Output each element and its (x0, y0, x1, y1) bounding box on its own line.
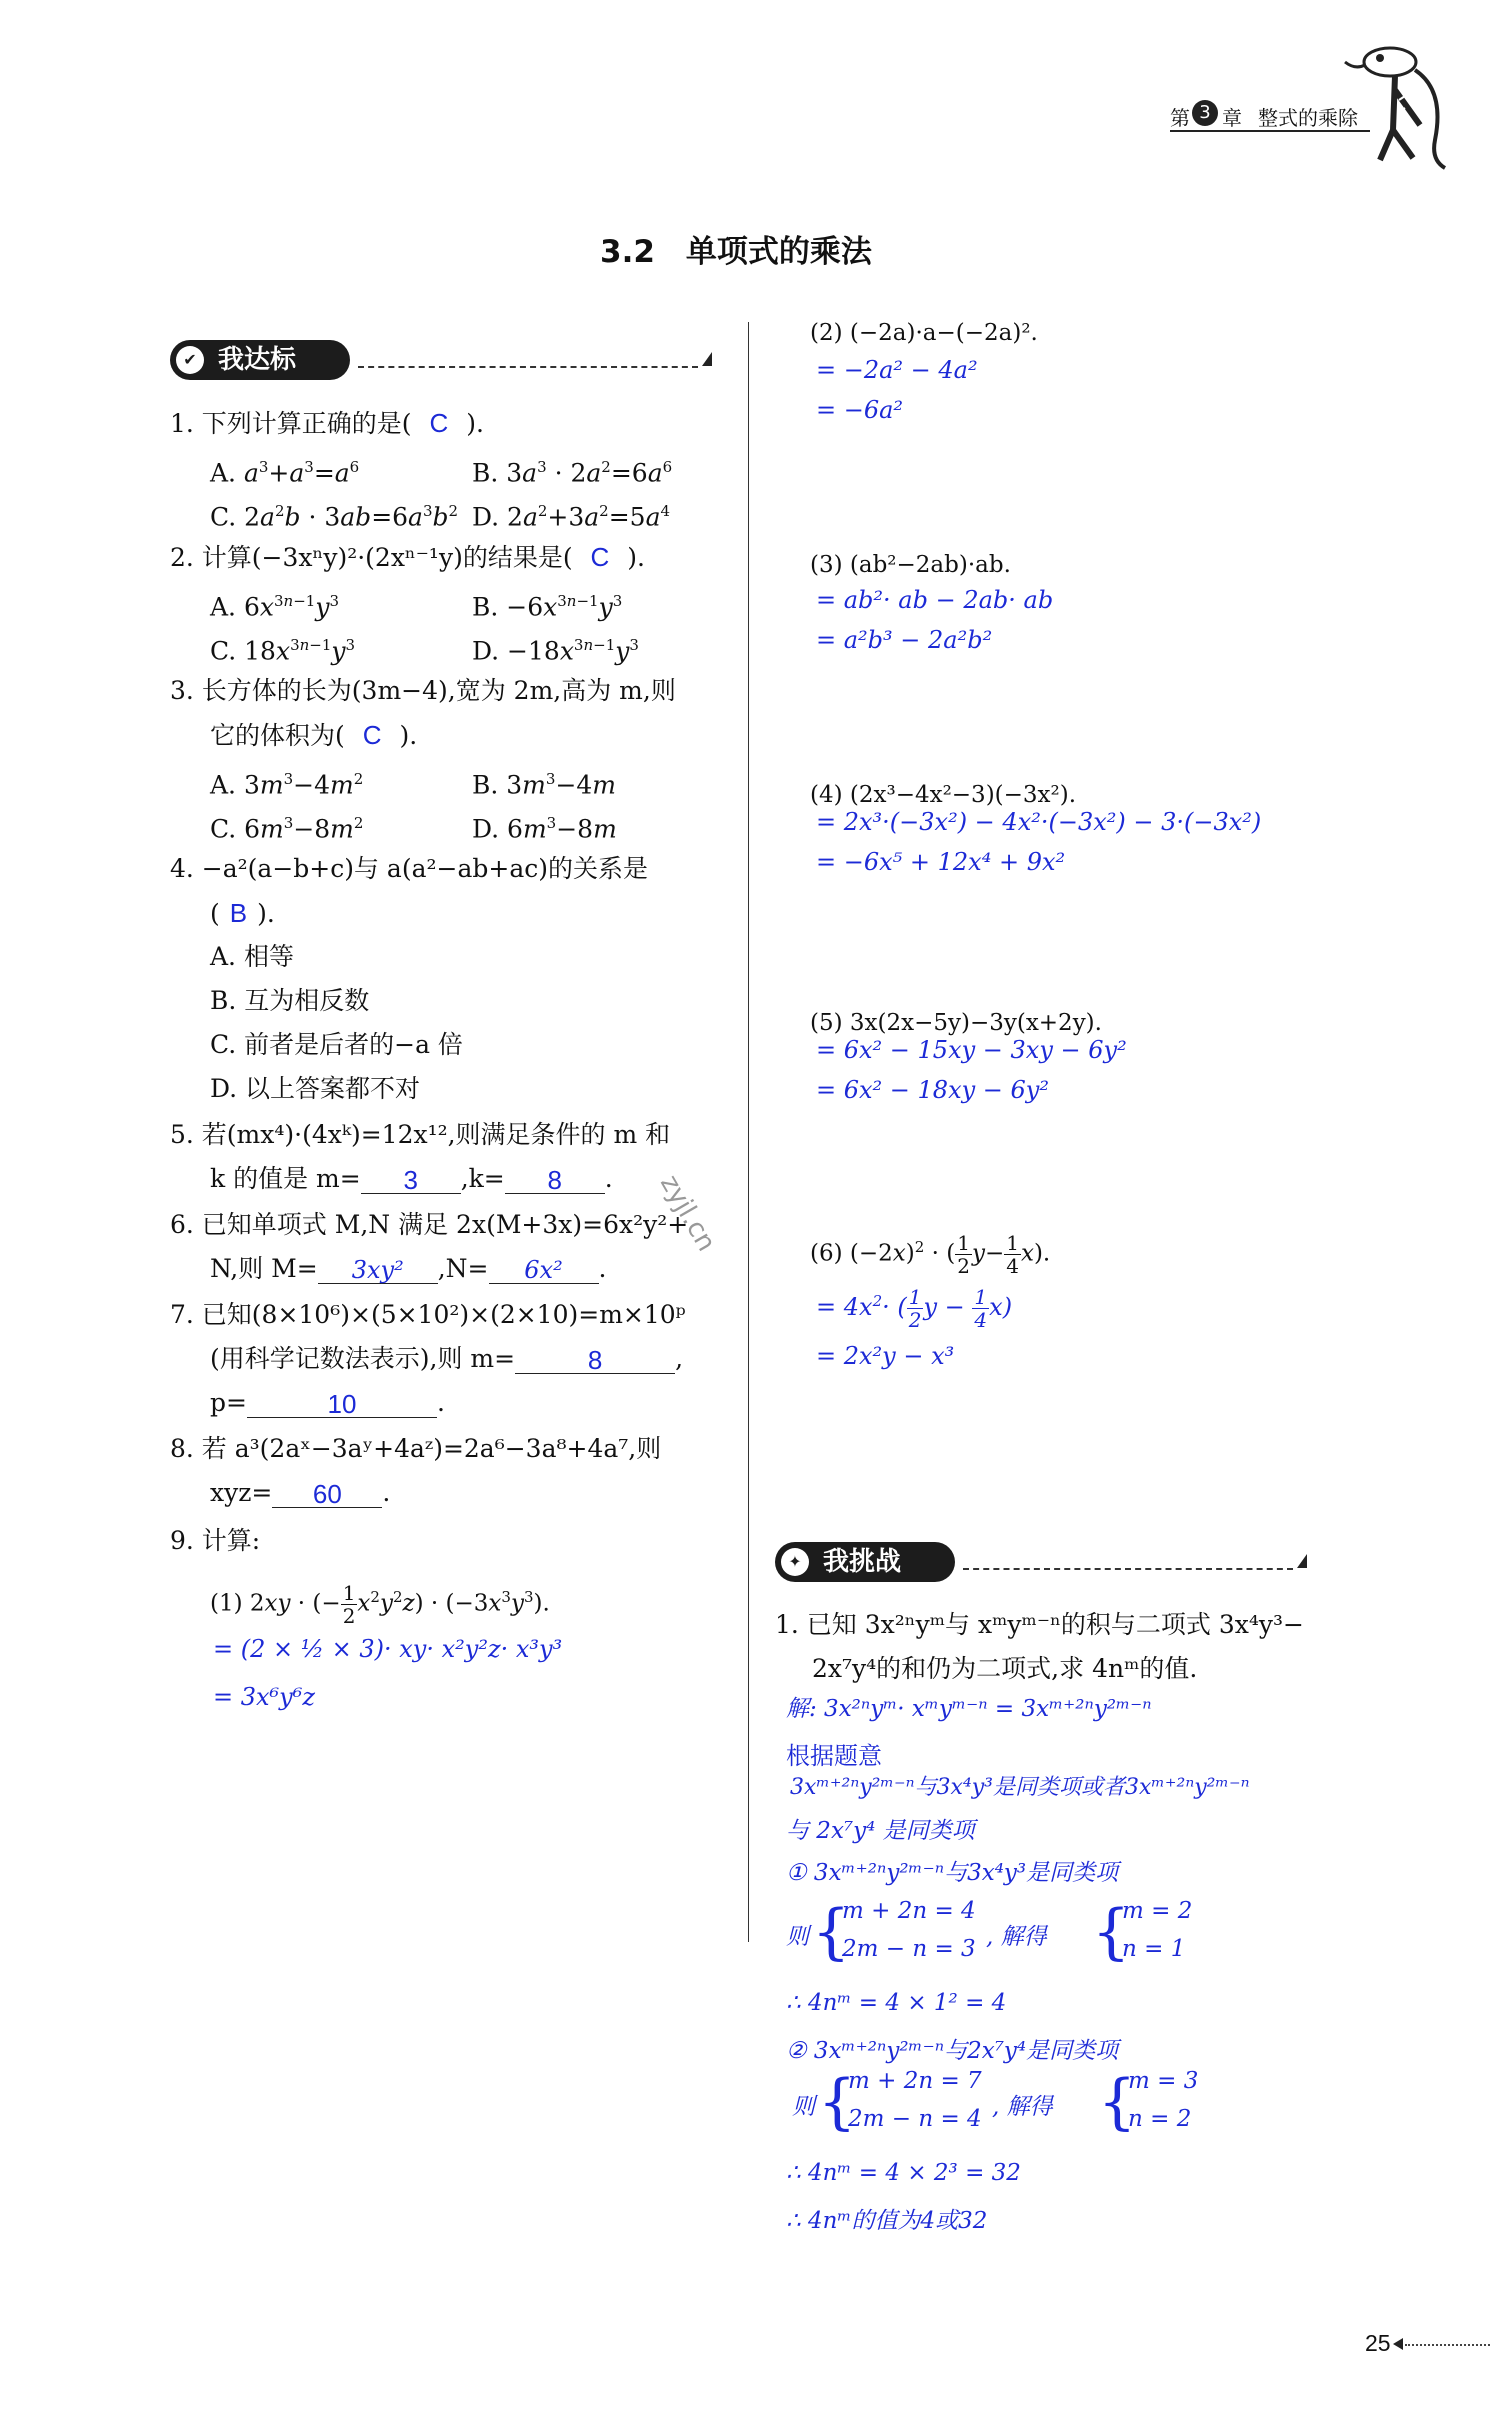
question-6-cont: N,则 M= 3xy² ,N= 6x² . (210, 1254, 607, 1284)
solution-line-4: 与 2x⁷y⁴ 是同类项 (786, 1818, 975, 1844)
answer-blank-n: 6x² (489, 1255, 599, 1284)
q9-part1: (1) 2xy · (− $\frac{1}{2}$ $x^2y^2z) \cdot (-3x^3y^3)$. (210, 1581, 550, 1629)
question-close: ). (399, 721, 418, 750)
fraction: $\frac{1}{2}$ (908, 1285, 922, 1332)
answer-blank-m: 8 (515, 1345, 675, 1374)
question-2 (170, 542, 645, 573)
question-3: 3. 长方体的长为(3m−4),宽为 2m,高为 m,则 (170, 676, 676, 705)
option-c: C. $2a^2b \cdot 3ab=6a^3b^2$ (210, 502, 459, 532)
q9-part3: (3) (ab²−2ab)·ab. (810, 552, 1011, 578)
chapter-suffix: 章 (1222, 106, 1242, 130)
bulb-icon: ✦ (781, 1548, 809, 1576)
fraction: $\frac{1}{4}$ (1006, 1231, 1019, 1279)
option-d: D. $-18x^{3n-1}y^3$ (472, 636, 639, 666)
q9-part4-answer-1: = 2x³·(−3x²) − 4x²·(−3x²) − 3·(−3x²) (816, 808, 1262, 836)
question-stem: N,则 M= (210, 1254, 318, 1283)
left-brace: { (1098, 2067, 1137, 2137)
answer-blank-m: 3xy² (318, 1255, 438, 1284)
q9-part4: (4) (2x³−4x²−3)(−3x²). (810, 782, 1077, 808)
option-c: C. $18x^{3n-1}y^3$ (210, 636, 356, 666)
q9-part3-answer-2: = a²b³ − 2a²b² (816, 626, 993, 654)
equation: 2m − n = 4 (848, 2106, 982, 2132)
option-a: A. $6x^{3n-1}y^3$ (210, 592, 339, 622)
section-label: 我挑战 (823, 1547, 902, 1577)
option-d: D. $2a^2+3a^2=5a^4$ (472, 502, 671, 532)
answer-choice: C (590, 542, 610, 572)
question-4-cont: ( B ). (210, 898, 275, 928)
question-stem: (用科学记数法表示),则 m= (210, 1344, 516, 1373)
q9-part5-answer-2: = 6x² − 18xy − 6y² (816, 1076, 1049, 1104)
q9-part1-answer-2: = 3x⁶y⁶z (213, 1683, 315, 1711)
solution-line-3: 3xᵐ⁺²ⁿy²ᵐ⁻ⁿ与3x⁴y³是同类项或者3xᵐ⁺²ⁿy²ᵐ⁻ⁿ (790, 1775, 1250, 1800)
solution-line-9: ∴ 4nᵐ的值为4或32 (786, 2208, 988, 2234)
chapter-title: 整式的乘除 (1258, 106, 1358, 130)
option-b: B. 互为相反数 (210, 986, 370, 1015)
question-8-cont: xyz= 60 . (210, 1478, 391, 1509)
question-7: 7. 已知(8×10⁶)×(5×10²)×(2×10)=m×10ᵖ (170, 1300, 686, 1329)
section-pill (775, 1542, 955, 1582)
left-brace: { (1092, 1897, 1131, 1967)
section-header-practice (170, 340, 720, 380)
solution-line-7: ② 3xᵐ⁺²ⁿy²ᵐ⁻ⁿ与2x⁷y⁴是同类项 (786, 2038, 1119, 2064)
option-c: C. 前者是后者的−a 倍 (210, 1030, 463, 1059)
q9-part6-answer-2: = 2x²y − x³ (816, 1342, 955, 1370)
fraction: $\frac{1}{4}$ (974, 1285, 988, 1332)
q9-part2-answer-2: = −6a² (816, 396, 904, 424)
section-arrow (702, 352, 712, 366)
solution-text: 则 (786, 1924, 809, 1950)
page-number-arrow (1393, 2338, 1403, 2350)
solution-line-5: ① 3xᵐ⁺²ⁿy²ᵐ⁻ⁿ与3x⁴y³是同类项 (786, 1860, 1119, 1886)
option-b: B. $3m^3-4m$ (472, 770, 617, 800)
answer-blank-xyz: 60 (272, 1479, 382, 1508)
question-stem: 2. 计算(−3xⁿy)²·(2xⁿ⁻¹y)的结果是( (170, 543, 573, 572)
q9-part2-answer-1: = −2a² − 4a² (816, 356, 978, 384)
answer-blank-m: 3 (361, 1165, 461, 1194)
option-d: D. $6m^3-8m$ (472, 814, 617, 844)
q9-part5: (5) 3x(2x−5y)−3y(x+2y). (810, 1010, 1102, 1036)
equation: n = 1 (1122, 1936, 1186, 1962)
q9-part3-answer-1: = ab²· ab − 2ab· ab (816, 586, 1054, 614)
option-d: D. 以上答案都不对 (210, 1074, 421, 1103)
question-1 (170, 408, 484, 439)
question-close: ). (466, 409, 484, 438)
solution-line-2: 根据题意 (786, 1742, 882, 1770)
target-icon: ✔ (176, 346, 204, 374)
equation: m + 2n = 7 (848, 2068, 982, 2094)
question-close: ). (257, 899, 275, 928)
answer-choice: C (429, 408, 449, 438)
equation: m = 2 (1122, 1898, 1193, 1924)
question-stem: ,N= (437, 1254, 489, 1283)
section-dashline (963, 1568, 1293, 1570)
section-arrow (1297, 1554, 1307, 1568)
question-close: ). (627, 543, 645, 572)
option-b: B. $3a^3 \cdot 2a^2=6a^6$ (472, 458, 673, 488)
fraction: $\frac{1}{2}$ (342, 1581, 356, 1629)
solution-line-6: ∴ 4nᵐ = 4 × 1² = 4 (786, 1990, 1007, 2016)
q9-part5-answer-1: = 6x² − 15xy − 3xy − 6y² (816, 1036, 1127, 1064)
page-title: 3.2 单项式的乘法 (600, 234, 872, 270)
q9-part6-answer-1: = $4x^2\cdot$ ( $\frac{1}{2}$ y − $\frac{1}{4}$ x) (816, 1285, 1013, 1332)
challenge-question-cont: 2x⁷y⁴的和仍为二项式,求 4nᵐ的值. (812, 1654, 1198, 1683)
equation: n = 2 (1128, 2106, 1192, 2132)
fraction: $\frac{1}{2}$ (957, 1231, 970, 1279)
question-3-cont (210, 720, 417, 751)
question-7-cont: (用科学记数法表示),则 m= 8 , (210, 1344, 684, 1375)
equation-system-2 (792, 2068, 1212, 2142)
challenge-question: 1. 已知 3x²ⁿyᵐ与 xᵐyᵐ⁻ⁿ的积与二项式 3x⁴y³− (775, 1610, 1304, 1639)
question-4: 4. −a²(a−b+c)与 a(a²−ab+ac)的关系是 (170, 854, 648, 883)
q9-part2: (2) (−2a)·a−(−2a)². (810, 320, 1038, 346)
page-number: 25 (1365, 2330, 1391, 2356)
solution-text: , 解得 (992, 2094, 1053, 2120)
q9-part6: (6) $(-2x)^2$ · ( $\frac{1}{2}$ y− $\frac{1}{4}$ x). (810, 1231, 1051, 1279)
answer-blank-k: 8 (505, 1165, 605, 1194)
watermark: zyjl.cn (654, 1170, 722, 1257)
option-c: C. $6m^3-8m^2$ (210, 814, 364, 844)
question-stem: 它的体积为( (210, 721, 345, 750)
question-stem: p= (210, 1388, 247, 1417)
section-pill (170, 340, 350, 380)
equation-system-1 (786, 1898, 1206, 1972)
answer-choice: C (362, 720, 382, 750)
solution-line-1: 解: 3x²ⁿyᵐ· xᵐyᵐ⁻ⁿ = 3xᵐ⁺²ⁿy²ᵐ⁻ⁿ (786, 1696, 1152, 1722)
question-5: 5. 若(mx⁴)·(4xᵏ)=12x¹²,则满足条件的 m 和 (170, 1120, 671, 1149)
answer-choice: B (229, 898, 248, 928)
equation: m + 2n = 4 (842, 1898, 976, 1924)
q9-part1-answer-1: = (2 × ½ × 3)· xy· x²y²z· x³y³ (213, 1635, 563, 1663)
question-6: 6. 已知单项式 M,N 满足 2x(M+3x)=6x²y²+ (170, 1210, 689, 1239)
question-stem: xyz= (210, 1478, 273, 1507)
page-number-dashline (1405, 2344, 1490, 2346)
option-a: A. $a^3+a^3=a^6$ (210, 458, 360, 488)
option-a: A. $3m^3-4m^2$ (210, 770, 364, 800)
option-b: B. $-6x^{3n-1}y^3$ (472, 592, 623, 622)
left-brace: { (812, 1897, 851, 1967)
question-7-cont2: p= 10 . (210, 1388, 445, 1419)
question-8: 8. 若 a³(2aˣ−3aʸ+4aᶻ)=2a⁶−3a⁸+4a⁷,则 (170, 1434, 662, 1463)
equation: 2m − n = 3 (842, 1936, 976, 1962)
answer-blank-p: 10 (247, 1389, 437, 1418)
question-5-cont: k 的值是 m= 3 ,k= 8 . (210, 1164, 613, 1195)
column-divider (748, 322, 749, 1942)
question-stem: 1. 下列计算正确的是( (170, 409, 412, 438)
solution-text: 则 (792, 2094, 815, 2120)
question-stem: k 的值是 m= (210, 1164, 361, 1193)
chapter-number-badge: 3 (1192, 100, 1218, 126)
q9-part4-answer-2: = −6x⁵ + 12x⁴ + 9x² (816, 848, 1066, 876)
solution-line-8: ∴ 4nᵐ = 4 × 2³ = 32 (786, 2160, 1021, 2186)
section-label: 我达标 (218, 345, 297, 375)
mascot-illustration (1335, 30, 1455, 170)
option-a: A. 相等 (210, 942, 294, 971)
chapter-prefix: 第 (1170, 106, 1190, 130)
left-brace: { (818, 2067, 857, 2137)
section-header-challenge (775, 1542, 1325, 1582)
question-stem: ,k= (460, 1164, 505, 1193)
section-dashline (358, 366, 698, 368)
equation: m = 3 (1128, 2068, 1199, 2094)
question-9: 9. 计算: (170, 1526, 261, 1555)
solution-text: , 解得 (986, 1924, 1047, 1950)
